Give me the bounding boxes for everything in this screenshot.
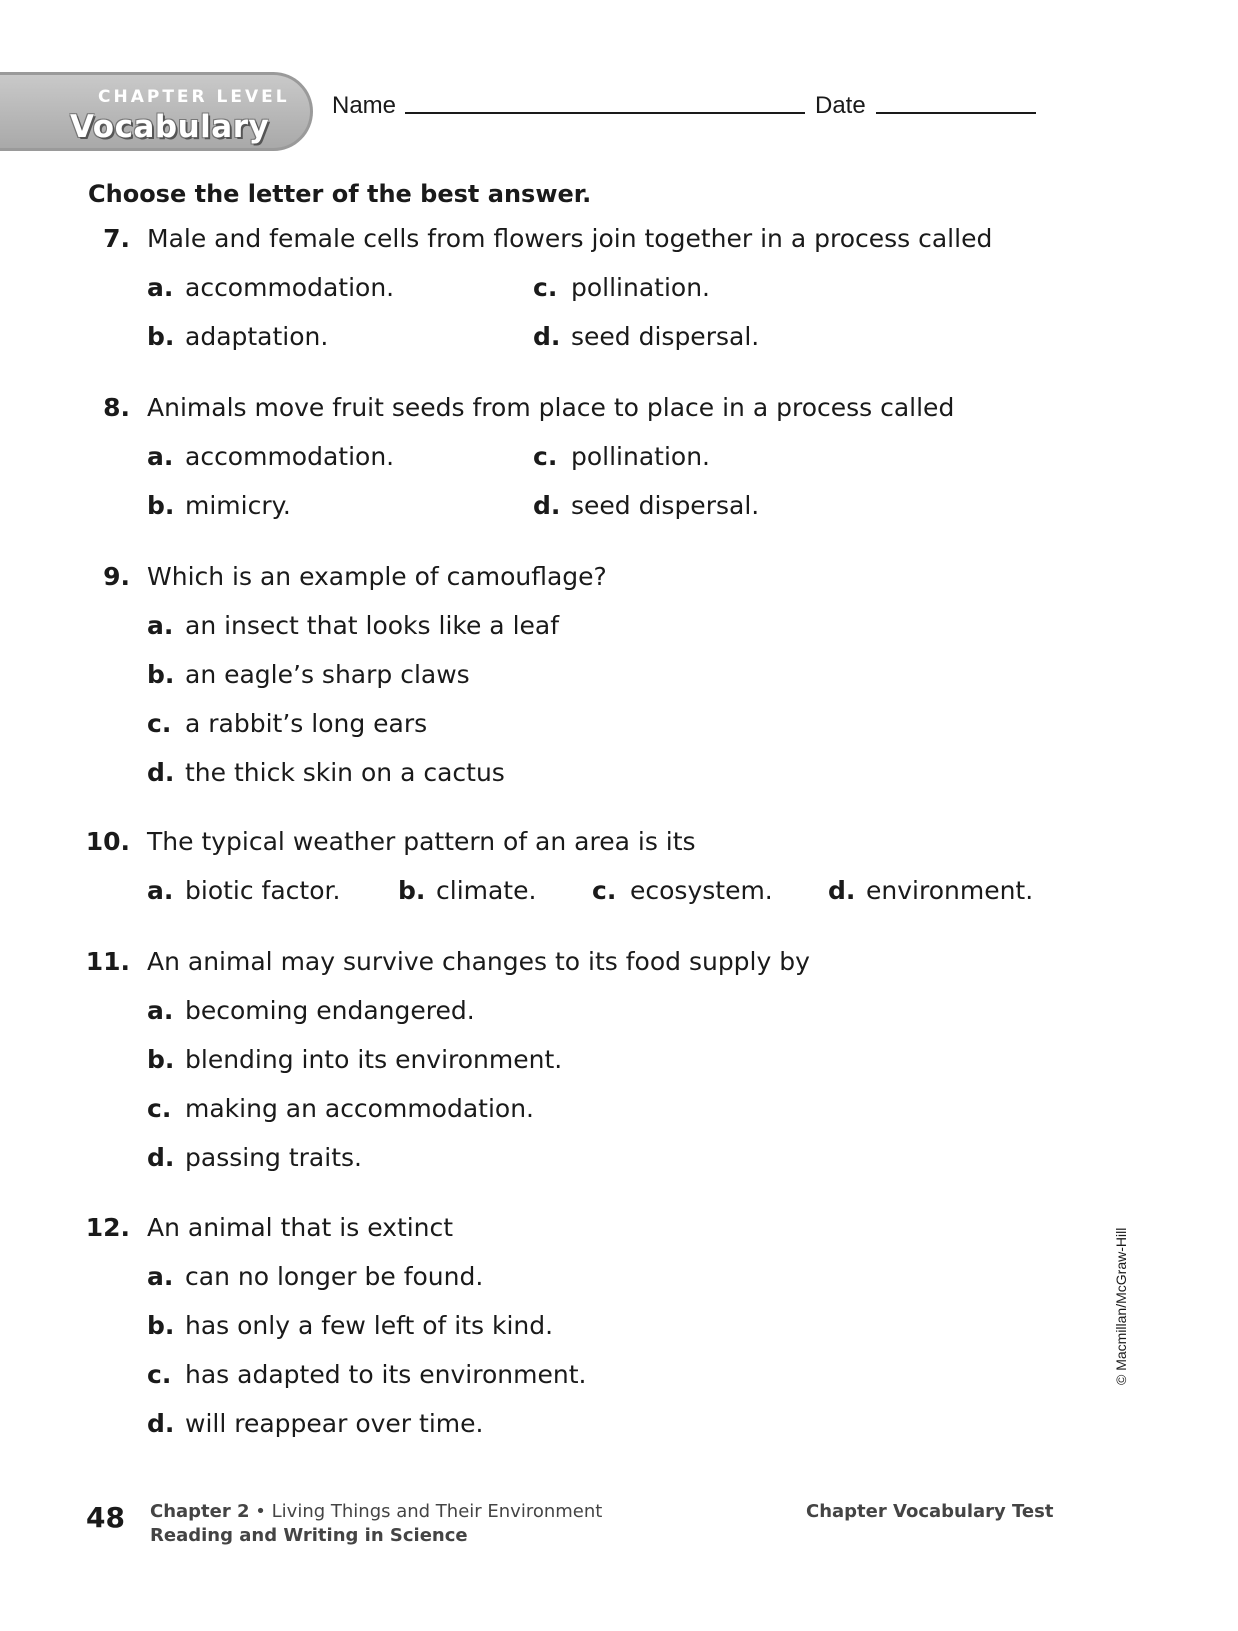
option-letter: d.	[147, 1409, 175, 1438]
option-text: blending into its environment.	[185, 1045, 563, 1074]
option-letter: c.	[147, 1360, 172, 1389]
option-a[interactable]	[147, 1262, 483, 1291]
option-b[interactable]	[147, 1311, 553, 1340]
question-text: Which is an example of camouflage?	[147, 562, 607, 591]
option-text: making an accommodation.	[185, 1094, 534, 1123]
option-b[interactable]	[398, 876, 536, 905]
option-text: mimicry.	[185, 491, 291, 520]
option-text: an eagle’s sharp claws	[185, 660, 470, 689]
option-a[interactable]	[147, 611, 559, 640]
option-c[interactable]	[533, 442, 710, 471]
option-d[interactable]	[533, 322, 759, 351]
question-number: 9.	[103, 562, 130, 591]
date-field[interactable]	[876, 112, 1036, 114]
option-letter: c.	[147, 709, 172, 738]
option-letter: b.	[147, 660, 175, 689]
question-number: 11.	[85, 947, 130, 976]
footer-book-title: Reading and Writing in Science	[150, 1525, 468, 1546]
date-label: Date	[815, 92, 866, 119]
question-number: 8.	[103, 393, 130, 422]
option-text: the thick skin on a cactus	[185, 758, 505, 787]
option-b[interactable]	[147, 491, 291, 520]
option-letter: a.	[147, 442, 174, 471]
option-text: seed dispersal.	[571, 322, 760, 351]
option-letter: b.	[147, 322, 175, 351]
option-letter: d.	[828, 876, 856, 905]
question-text: An animal that is extinct	[147, 1213, 454, 1242]
option-d[interactable]	[147, 1143, 362, 1172]
option-text: an insect that looks like a leaf	[185, 611, 560, 640]
option-text: pollination.	[571, 273, 711, 302]
footer-chapter-line	[150, 1501, 602, 1522]
option-d[interactable]	[533, 491, 759, 520]
footer-test-name: Chapter Vocabulary Test	[806, 1501, 1054, 1522]
option-c[interactable]	[147, 709, 427, 738]
option-letter: d.	[147, 758, 175, 787]
option-letter: b.	[147, 1311, 175, 1340]
question-text: Male and female cells from flowers join together in a process called	[147, 224, 993, 253]
option-letter: d.	[147, 1143, 175, 1172]
option-letter: c.	[533, 273, 558, 302]
question-text: Animals move fruit seeds from place to place in a process called	[147, 393, 955, 422]
option-letter: a.	[147, 611, 174, 640]
question-text: An animal may survive changes to its food supply by	[147, 947, 810, 976]
option-text: adaptation.	[185, 322, 329, 351]
option-letter: d.	[533, 322, 561, 351]
option-text: ecosystem.	[630, 876, 773, 905]
question-number: 7.	[103, 224, 130, 253]
option-b[interactable]	[147, 322, 328, 351]
chapter-level-tab	[0, 72, 313, 151]
option-letter: c.	[592, 876, 617, 905]
question-text: The typical weather pattern of an area is its	[147, 827, 696, 856]
option-letter: a.	[147, 876, 174, 905]
footer-chapter-title: Living Things and Their Environment	[271, 1501, 603, 1522]
footer-bullet: •	[255, 1501, 266, 1522]
option-text: climate.	[436, 876, 537, 905]
option-letter: c.	[533, 442, 558, 471]
option-text: has adapted to its environment.	[185, 1360, 587, 1389]
question-number: 10.	[85, 827, 130, 856]
chapter-level-label: CHAPTER LEVEL	[98, 87, 290, 107]
option-letter: a.	[147, 996, 174, 1025]
option-d[interactable]	[147, 758, 505, 787]
option-text: pollination.	[571, 442, 711, 471]
option-c[interactable]	[592, 876, 773, 905]
option-b[interactable]	[147, 1045, 562, 1074]
copyright-notice: © Macmillan/McGraw-Hill	[1113, 1227, 1129, 1385]
name-label: Name	[332, 92, 397, 119]
vocabulary-title: Vocabulary	[70, 109, 270, 145]
option-d[interactable]	[147, 1409, 483, 1438]
name-field[interactable]	[405, 112, 805, 114]
option-letter: d.	[533, 491, 561, 520]
question-number: 12.	[85, 1213, 130, 1242]
option-text: becoming endangered.	[185, 996, 475, 1025]
instructions: Choose the letter of the best answer.	[88, 180, 592, 208]
option-text: passing traits.	[185, 1143, 362, 1172]
option-b[interactable]	[147, 660, 470, 689]
option-text: environment.	[866, 876, 1034, 905]
option-letter: b.	[147, 1045, 175, 1074]
option-a[interactable]	[147, 273, 394, 302]
option-c[interactable]	[533, 273, 710, 302]
option-letter: b.	[398, 876, 426, 905]
option-c[interactable]	[147, 1094, 534, 1123]
page-number: 48	[86, 1501, 125, 1534]
option-text: will reappear over time.	[185, 1409, 484, 1438]
footer-chapter: Chapter 2	[150, 1501, 250, 1522]
option-text: has only a few left of its kind.	[185, 1311, 554, 1340]
option-text: accommodation.	[185, 442, 395, 471]
option-d[interactable]	[828, 876, 1033, 905]
option-text: accommodation.	[185, 273, 395, 302]
option-text: a rabbit’s long ears	[185, 709, 428, 738]
option-a[interactable]	[147, 442, 394, 471]
option-c[interactable]	[147, 1360, 586, 1389]
option-letter: a.	[147, 1262, 174, 1291]
option-a[interactable]	[147, 996, 475, 1025]
option-letter: b.	[147, 491, 175, 520]
option-letter: c.	[147, 1094, 172, 1123]
option-text: can no longer be found.	[185, 1262, 484, 1291]
option-a[interactable]	[147, 876, 340, 905]
option-text: seed dispersal.	[571, 491, 760, 520]
option-text: biotic factor.	[185, 876, 341, 905]
option-letter: a.	[147, 273, 174, 302]
